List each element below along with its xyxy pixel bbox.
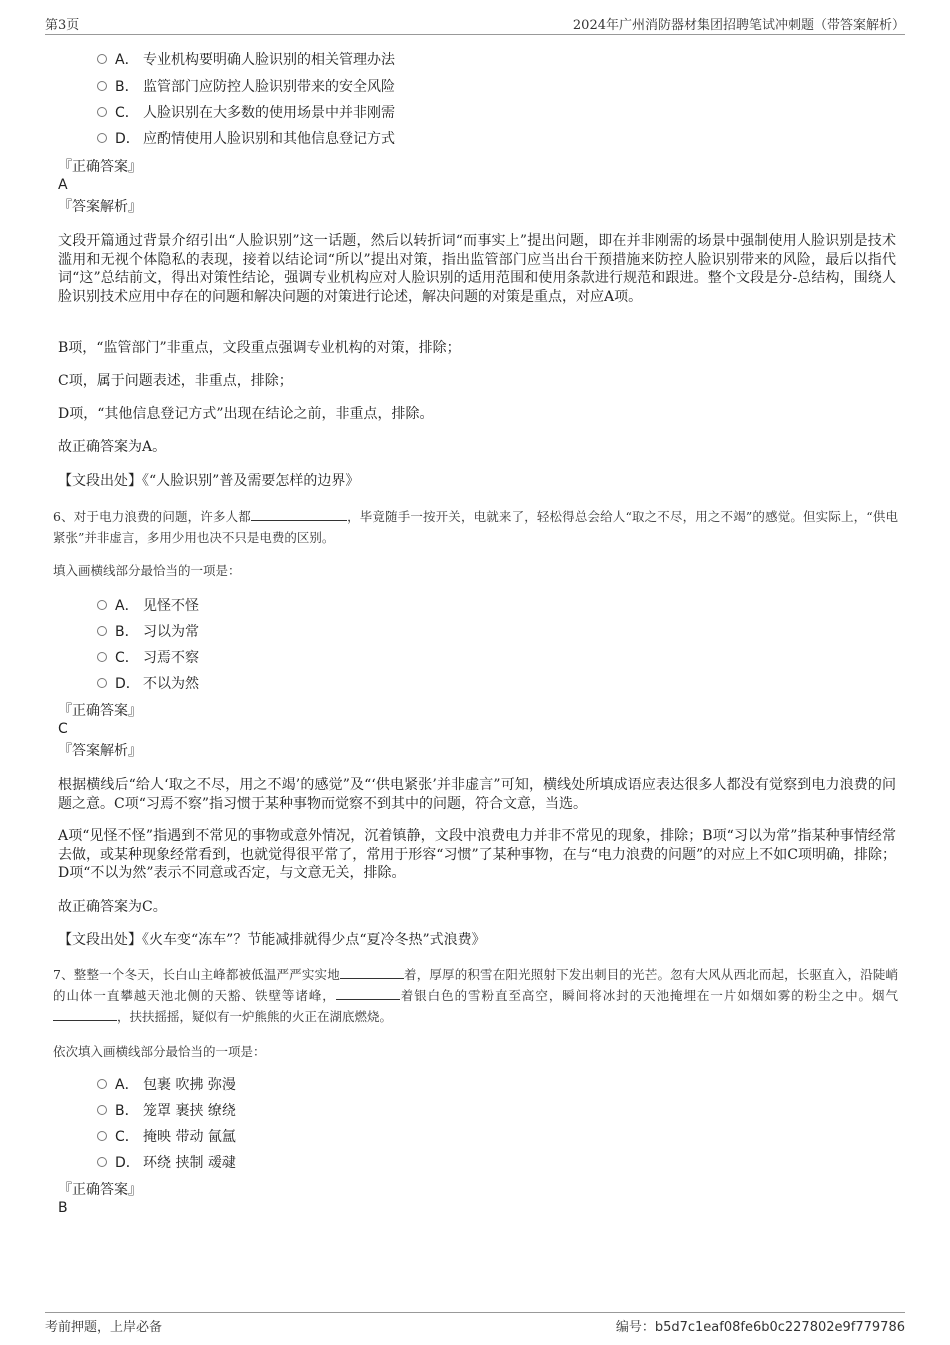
source-citation: 【文段出处】《“人脸识别”普及需要怎样的边界》: [58, 473, 360, 489]
answer-value: A: [58, 177, 68, 193]
radio-icon[interactable]: [97, 600, 107, 610]
source-citation: 【文段出处】《火车变“冻车”？节能减排就得少点“夏冷冬热”式浪费》: [58, 932, 486, 948]
radio-icon[interactable]: [97, 133, 107, 143]
answer-value: B: [58, 1200, 68, 1216]
analysis-paragraph: D项，“其他信息登记方式”出现在结论之前，非重点，排除。: [58, 406, 434, 422]
radio-icon[interactable]: [97, 1079, 107, 1089]
question-6: 6、对于电力浪费的问题，许多人都 ，毕竟随手一按开关，电就来了，轻松得总会给人“取之不尽，用之不竭”的感觉。但实际上，“供电紧张”并非虚言，多用少用也决不只是电费的区别。: [53, 509, 898, 545]
answer-value: C: [58, 721, 68, 737]
radio-icon[interactable]: [97, 54, 107, 64]
option-b[interactable]: B． 笼罩 裹挟 缭绕: [97, 1101, 236, 1121]
analysis-paragraph: 文段开篇通过背景介绍引出“人脸识别”这一话题，然后以转折词“而事实上”提出问题，即在并非刚需的场景中强制使用人脸识别是技术滥用和无视个体隐私的表现，接着以结论词“所以”提出对策，指出监管部门应当出台干预措施来防控人脸识别带来的风险，最后以指代词“这”总结前文，得出对策性结论，强调专业机构应对人脸识别的适用范围和使用条款进行规范和跟进。整个文段是分-总结构，围绕人脸识别技术应用中存在的问题和解决问题的对策进行论述，解决问题的对策是重点，对应A项。: [58, 233, 896, 305]
radio-icon[interactable]: [97, 1157, 107, 1167]
question-7: 7、整整一个冬天，长白山主峰都被低温严严实实地 着，厚厚的积雪在阳光照射下发出刺目的光芒。忽有大风从西北而起，长驱直入，沿陡峭的山体一直攀越天池北侧的天豁、铁壁等诸峰， 着银白色的雪粉直至高空，瞬间将冰封的天池掩埋在一片如烟如雾的粉尘之中。烟气，扶扶摇摇，疑似有一炉熊熊的火正在湖底燃烧。: [53, 967, 898, 1024]
footer-slogan: 考前押题，上岸必备: [45, 1320, 163, 1335]
analysis-paragraph: C项，属于问题表述，非重点，排除；: [58, 373, 293, 389]
radio-icon[interactable]: [97, 107, 107, 117]
option-a[interactable]: A． 专业机构要明确人脸识别的相关管理办法: [97, 50, 395, 70]
radio-icon[interactable]: [97, 678, 107, 688]
page-number: 第3页: [45, 18, 80, 33]
answer-label: 『正确答案』: [58, 159, 142, 175]
radio-icon[interactable]: [97, 1105, 107, 1115]
option-c[interactable]: C． 习焉不察: [97, 648, 199, 668]
document-id: 编号：b5d7c1eaf08fe6b0c227802e9f779786: [615, 1320, 905, 1335]
answer-blank: [336, 987, 400, 1000]
page-footer: [45, 1312, 905, 1335]
option-c[interactable]: C． 人脸识别在大多数的使用场景中并非刚需: [97, 103, 395, 123]
answer-label: 『正确答案』: [58, 703, 142, 719]
analysis-paragraph: B项，“监管部门”非重点，文段重点强调专业机构的对策，排除；: [58, 340, 461, 356]
analysis-paragraph: A项“见怪不怪”指遇到不常见的事物或意外情况，沉着镇静，文段中浪费电力并非不常见的现象，排除；B项“习以为常”指某种事情经常去做，或某种现象经常看到，也就觉得很平常了，常用于形容“习惯”了某种事物，在与“电力浪费的问题”的对应上不如C项明确，排除；D项“不以为然”表示不同意或否定，与文意无关，排除。: [58, 828, 896, 881]
document-title: 2024年广州消防器材集团招聘笔试冲刺题（带答案解析）: [572, 18, 905, 33]
analysis-label: 『答案解析』: [58, 199, 142, 215]
analysis-conclusion: 故正确答案为C。: [58, 899, 167, 915]
option-d[interactable]: D． 环绕 挟制 叆叇: [97, 1153, 236, 1173]
answer-blank: [251, 508, 347, 521]
answer-label: 『正确答案』: [58, 1182, 142, 1198]
answer-blank: [53, 1008, 117, 1021]
option-b[interactable]: B． 习以为常: [97, 622, 199, 642]
answer-blank: [340, 966, 404, 979]
page-header: [45, 14, 905, 35]
option-b[interactable]: B． 监管部门应防控人脸识别带来的安全风险: [97, 77, 395, 97]
option-c[interactable]: C． 掩映 带动 氤氲: [97, 1127, 236, 1147]
question-prompt: 填入画横线部分最恰当的一项是：: [53, 563, 241, 578]
radio-icon[interactable]: [97, 1131, 107, 1141]
analysis-conclusion: 故正确答案为A。: [58, 439, 167, 455]
option-a[interactable]: A． 包裹 吹拂 弥漫: [97, 1075, 236, 1095]
question-prompt: 依次填入画横线部分最恰当的一项是：: [53, 1044, 266, 1059]
option-a[interactable]: A． 见怪不怪: [97, 596, 199, 616]
radio-icon[interactable]: [97, 626, 107, 636]
analysis-label: 『答案解析』: [58, 743, 142, 759]
option-d[interactable]: D． 不以为然: [97, 674, 199, 694]
option-d[interactable]: D． 应酌情使用人脸识别和其他信息登记方式: [97, 129, 395, 149]
radio-icon[interactable]: [97, 652, 107, 662]
analysis-paragraph: 根据横线后“给人‘取之不尽，用之不竭’的感觉”及“‘供电紧张’并非虚言”可知，横线处所填成语应表达很多人都没有觉察到电力浪费的问题之意。C项“习焉不察”指习惯于某种事物而觉察不到其中的问题，符合文意，当选。: [58, 777, 896, 812]
radio-icon[interactable]: [97, 81, 107, 91]
